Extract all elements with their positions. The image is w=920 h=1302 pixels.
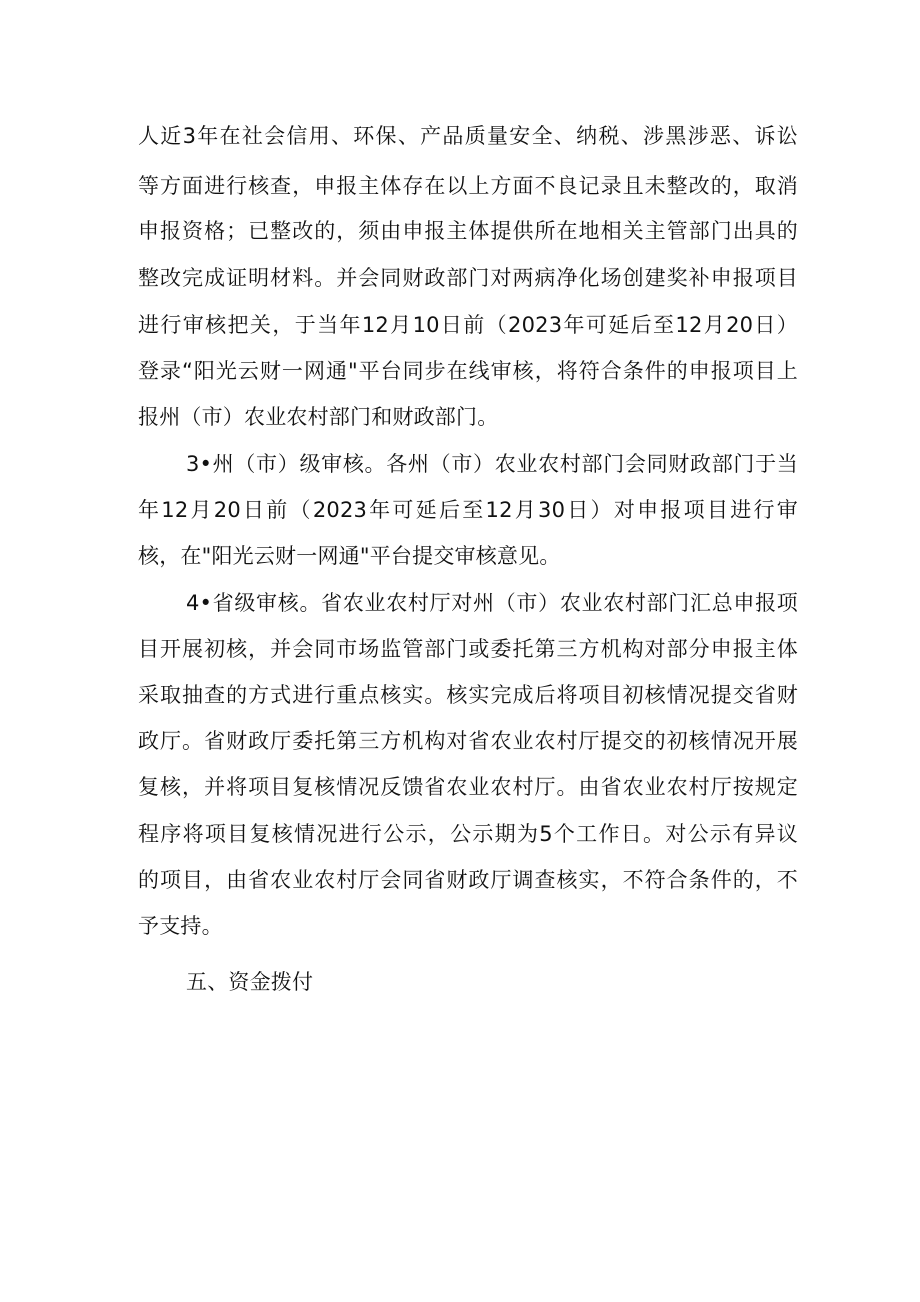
paragraph-line: 登录“阳光云财一网通"平台同步在线审核，将符合条件的申报项目上	[138, 359, 798, 383]
paragraph-line: 政厅。省财政厅委托第三方机构对省农业农村厅提交的初核情况开展	[138, 729, 798, 753]
paragraph-line: 进行审核把关，于当年12月10日前（2023年可延后至12月20日）	[138, 313, 798, 337]
paragraph-line: 程序将项目复核情况进行公示，公示期为5个工作日。对公示有异议	[138, 822, 798, 846]
paragraph-line: 4•省级审核。省农业农村厅对州（市）农业农村部门汇总申报项	[186, 591, 798, 615]
paragraph-line: 3•州（市）级审核。各州（市）农业农村部门会同财政部门于当	[186, 452, 798, 476]
paragraph-line: 申报资格；已整改的，须由申报主体提供所在地相关主管部门出具的	[138, 219, 798, 243]
paragraph-line: 等方面进行核查，申报主体存在以上方面不良记录且未整改的，取消	[138, 174, 798, 198]
paragraph-line: 报州（市）农业农村部门和财政部门。	[138, 405, 499, 429]
section-heading: 五、资金拨付	[186, 970, 314, 994]
paragraph-line: 目开展初核，并会同市场监管部门或委托第三方机构对部分申报主体	[138, 637, 798, 661]
paragraph-line: 年12月20日前（2023年可延后至12月30日）对申报项目进行审	[138, 498, 798, 522]
paragraph-line: 复核，并将项目复核情况反馈省农业农村厅。由省农业农村厅按规定	[138, 775, 798, 799]
paragraph-line: 人近3年在社会信用、环保、产品质量安全、纳税、涉黑涉恶、诉讼	[138, 124, 798, 148]
paragraph-line: 予支持。	[138, 914, 223, 938]
paragraph-line: 核，在"阳光云财一网通"平台提交审核意见。	[138, 544, 561, 568]
paragraph-line: 采取抽查的方式进行重点核实。核实完成后将项目初核情况提交省财	[138, 683, 798, 707]
paragraph-line: 整改完成证明材料。并会同财政部门对两病净化场创建奖补申报项目	[138, 266, 798, 290]
paragraph-line: 的项目，由省农业农村厅会同省财政厅调查核实，不符合条件的，不	[138, 868, 798, 892]
